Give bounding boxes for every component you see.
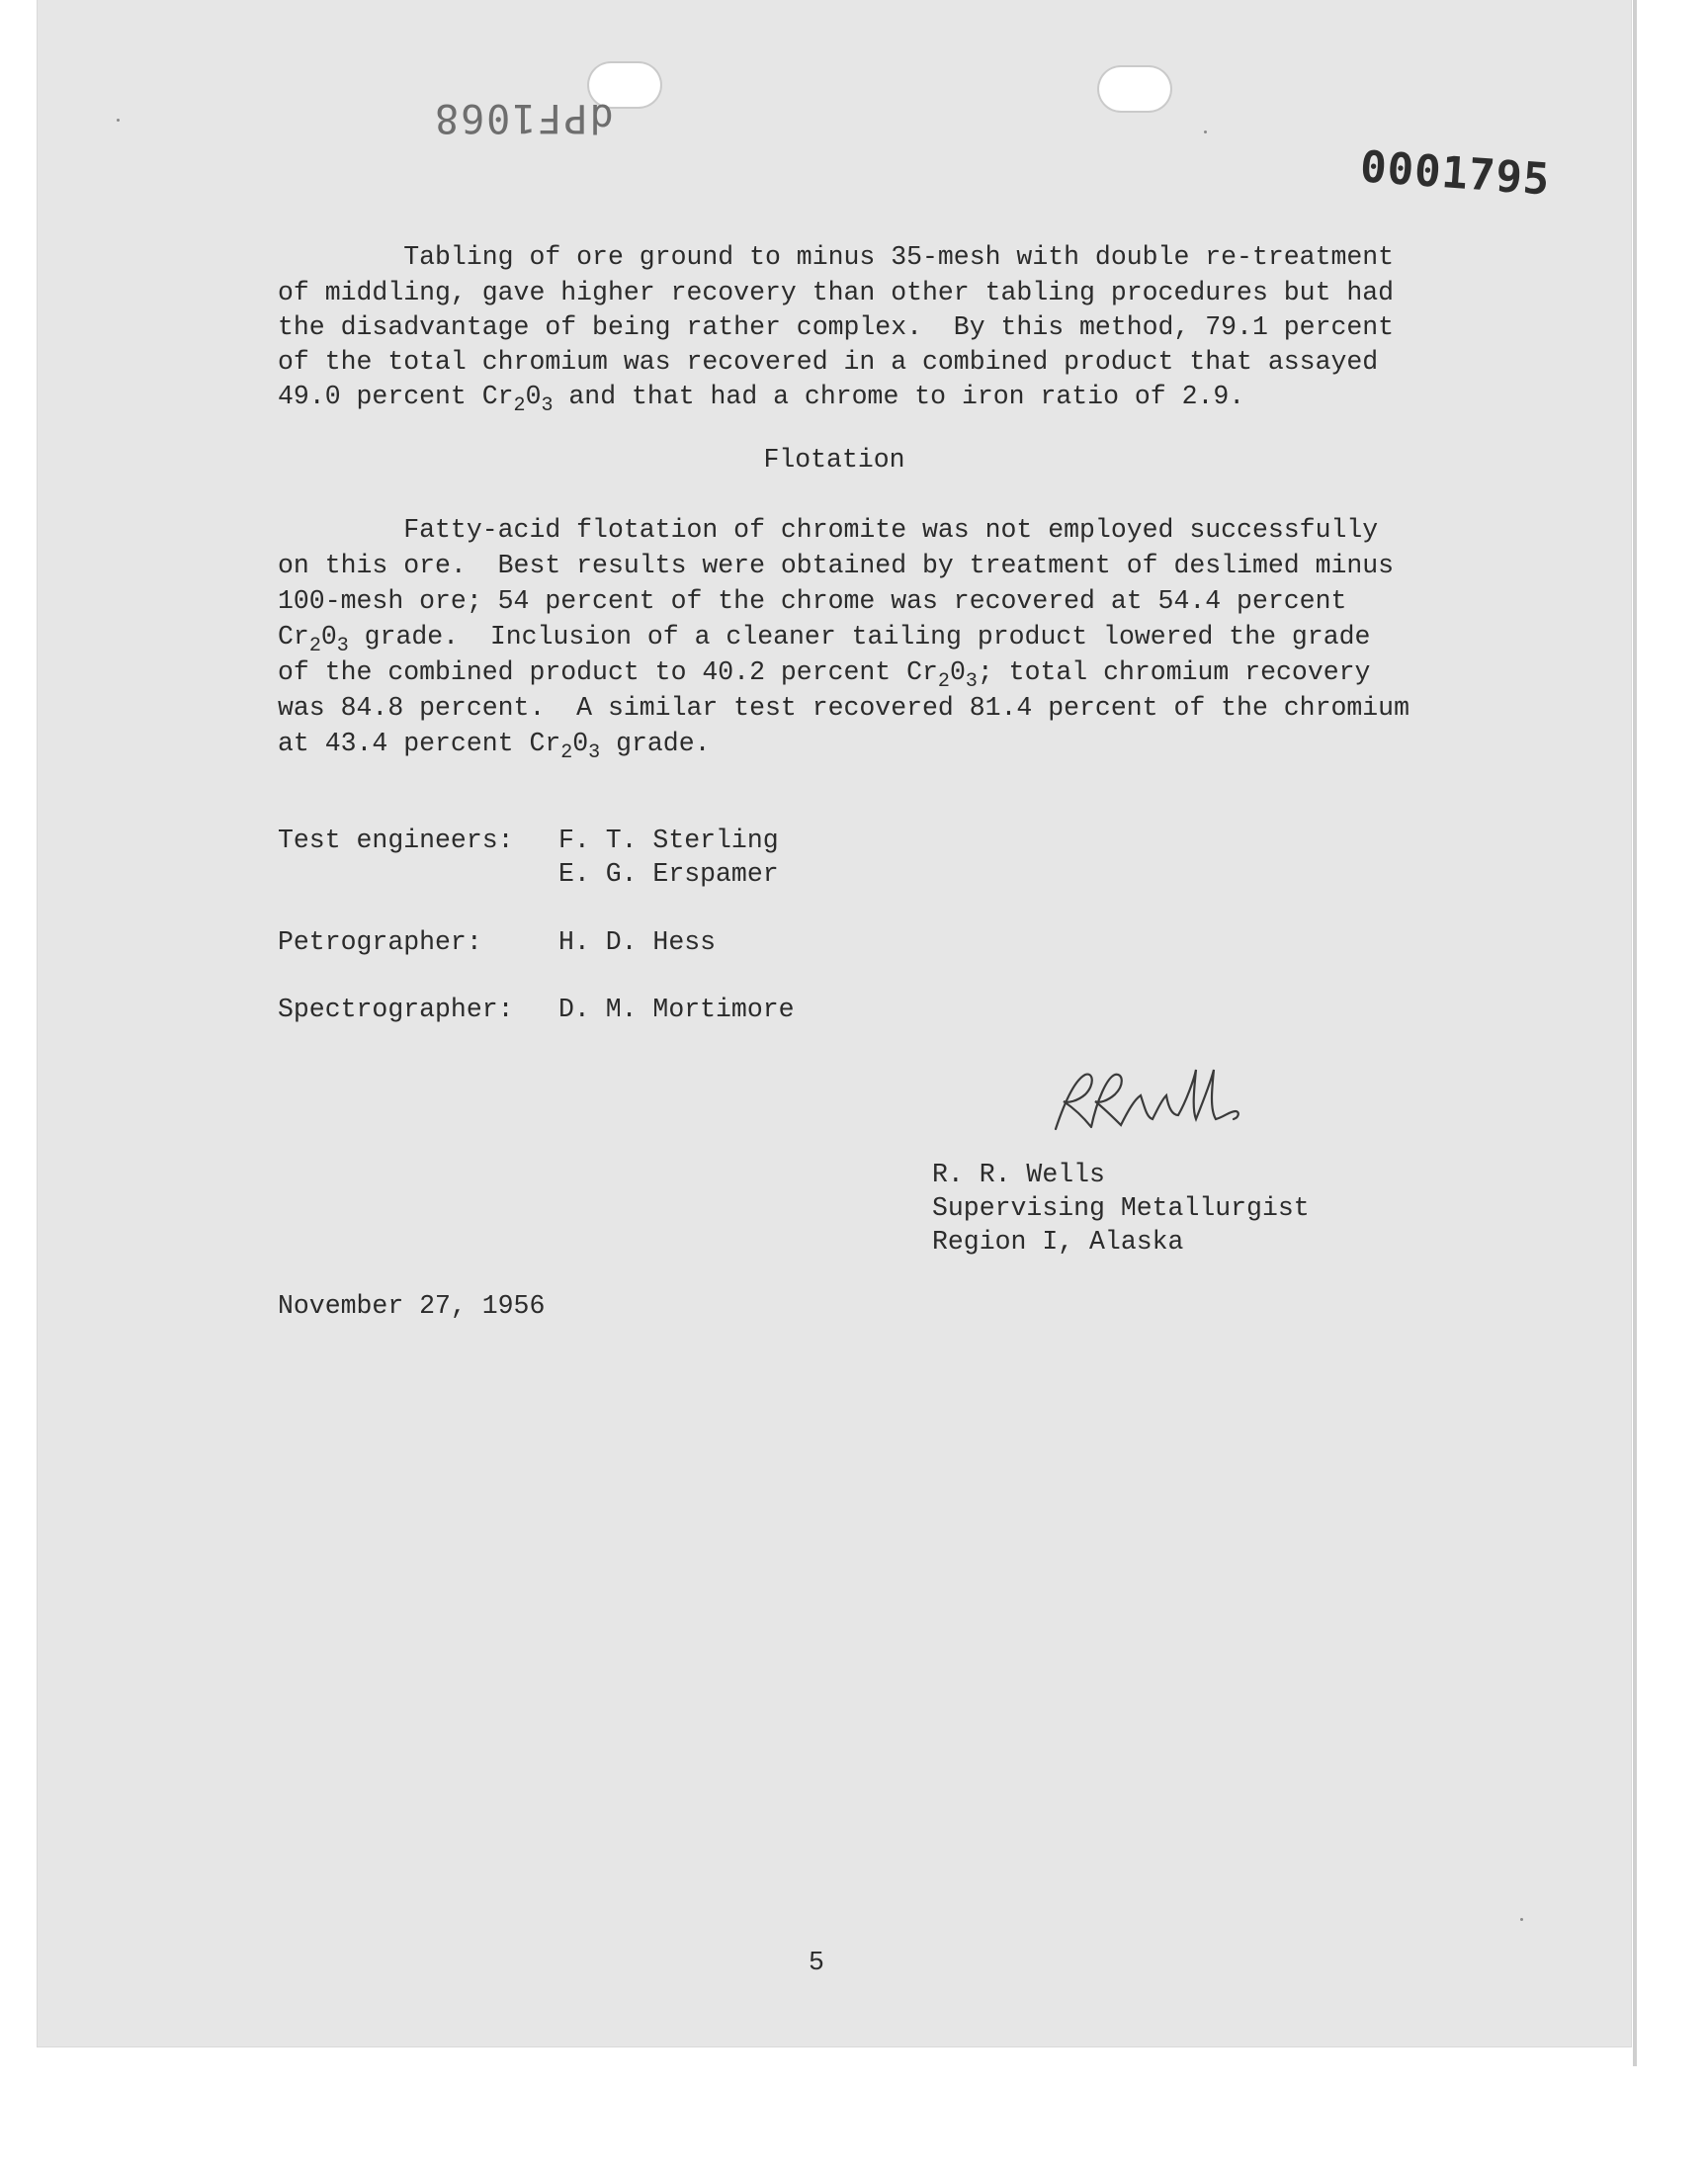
scan-speck <box>1204 130 1207 133</box>
tabling-line-3: the disadvantage of being rather complex. By this method, 79.1 percent <box>278 312 1395 342</box>
flotation-line-7-text-c: grade. <box>600 729 711 758</box>
section-heading-flotation: Flotation <box>763 445 905 475</box>
subscript: 3 <box>965 670 978 693</box>
subscript: 3 <box>588 741 601 764</box>
subscript: 2 <box>513 394 526 417</box>
test-engineer-1: F. T. Sterling <box>558 826 779 855</box>
signatory-title: Supervising Metallurgist <box>932 1193 1310 1223</box>
test-engineer-2: E. G. Erspamer <box>558 859 779 889</box>
test-engineers-label: Test engineers: <box>278 826 514 855</box>
tabling-line-5 <box>278 379 1245 417</box>
tabling-line-2: of middling, gave higher recovery than other tabling procedures but had <box>278 278 1395 307</box>
subscript: 3 <box>336 635 349 657</box>
page-number: 5 <box>809 1948 824 1977</box>
subscript: 3 <box>541 394 554 417</box>
tabling-line-5-text-a: 49.0 percent Cr <box>278 382 514 411</box>
flotation-line-7-text-a: at 43.4 percent Cr <box>278 729 561 758</box>
document-page <box>38 0 1631 2046</box>
subscript: 2 <box>560 741 573 764</box>
flotation-line-4-text-a: Cr <box>278 622 309 652</box>
document-date: November 27, 1956 <box>278 1291 546 1321</box>
flotation-line-1: Fatty-acid flotation of chromite was not employed successfully <box>278 515 1379 545</box>
handwritten-code: dPF1068 <box>433 95 614 140</box>
scan-speck <box>1520 1918 1523 1921</box>
punch-hole-right <box>1099 67 1170 111</box>
flotation-line-7 <box>278 726 711 764</box>
tabling-line-5-text-c: and that had a chrome to iron ratio of 2.9. <box>553 382 1245 411</box>
spectrographer-label: Spectrographer: <box>278 995 514 1024</box>
flotation-line-7-text-b: 0 <box>572 729 589 758</box>
petrographer-name: H. D. Hess <box>558 927 717 957</box>
signatory-region: Region I, Alaska <box>932 1227 1184 1257</box>
handwritten-signature <box>1046 1060 1263 1149</box>
flotation-line-3: 100-mesh ore; 54 percent of the chrome was recovered at 54.4 percent <box>278 586 1347 616</box>
tabling-line-4: of the total chromium was recovered in a combined product that assayed <box>278 347 1379 377</box>
scan-speck <box>117 119 120 122</box>
tabling-line-5-text-b: 0 <box>525 382 542 411</box>
flotation-line-5 <box>278 654 1371 693</box>
flotation-line-2: on this ore. Best results were obtained by treatment of deslimed minus <box>278 551 1395 580</box>
flotation-line-5-text-a: of the combined product to 40.2 percent Cr <box>278 657 938 687</box>
document-stamp-number: 0001795 <box>1358 141 1552 206</box>
flotation-line-4-text-c: grade. Inclusion of a cleaner tailing product lowered the grade <box>348 622 1371 652</box>
flotation-line-4-text-b: 0 <box>320 622 337 652</box>
flotation-line-6: was 84.8 percent. A similar test recovered 81.4 percent of the chromium <box>278 693 1409 723</box>
petrographer-label: Petrographer: <box>278 927 482 957</box>
page-edge-shadow <box>1633 0 1637 2066</box>
subscript: 2 <box>308 635 321 657</box>
flotation-line-4 <box>278 619 1371 657</box>
signatory-name: R. R. Wells <box>932 1160 1105 1189</box>
flotation-line-5-text-c: ; total chromium recovery <box>977 657 1371 687</box>
tabling-line-1: Tabling of ore ground to minus 35-mesh with double re-treatment <box>278 242 1395 272</box>
subscript: 2 <box>937 670 950 693</box>
spectrographer-name: D. M. Mortimore <box>558 995 795 1024</box>
flotation-line-5-text-b: 0 <box>949 657 966 687</box>
